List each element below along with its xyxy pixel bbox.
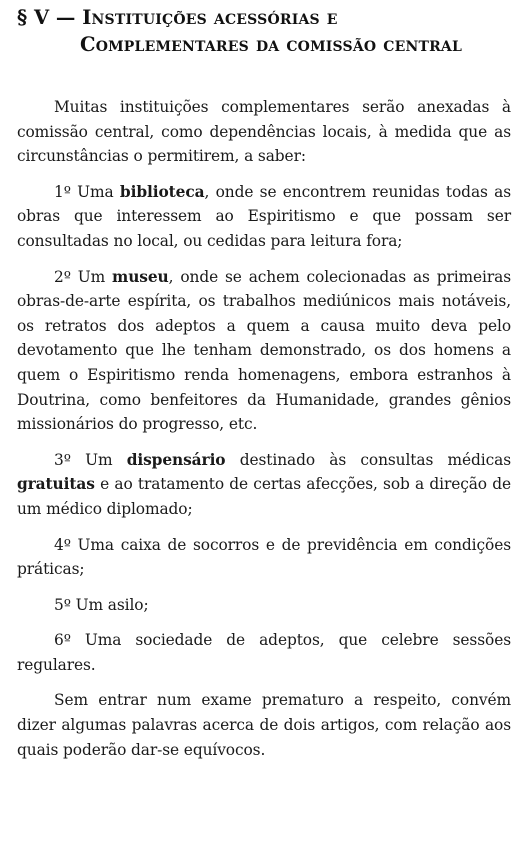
section-heading [17, 0, 511, 58]
paragraph-item-5: 5º Um asilo; [54, 595, 149, 614]
paragraph-item-3 [17, 448, 511, 522]
section-title-line-1: Instituições acessórias e [82, 6, 338, 29]
paragraph-item-4: 4º Uma caixa de socorros e de previdência em condições práticas; [17, 535, 511, 579]
item-3-bold-term-2: gratuitas [17, 475, 95, 494]
item-3-text: e ao tratamento de certas afecções, sob a direção de um médico diplomado; [17, 475, 511, 518]
section-heading-line-1 [17, 4, 511, 31]
item-1-prefix: 1º Uma [54, 182, 120, 201]
section-title-line-2: Complementares da comissão central [80, 33, 463, 56]
paragraph-item-6: 6º Uma sociedade de adeptos, que celebre sessões regulares. [17, 631, 511, 674]
item-2-bold-term: museu [112, 267, 169, 286]
paragraph-intro: Muitas instituições complementares serão anexadas à comissão central, como dependências locais, à medida que as circunstâncias o permitirem, a saber: [17, 98, 511, 166]
item-3-middle-text: destinado às consultas médicas [225, 450, 511, 469]
document-page [17, 0, 511, 773]
item-1-text: , onde se encontrem reunidas todas as obras que interessem ao Espiritismo e que possam ser consultadas no local, ou cedidas para leitura fora; [17, 182, 512, 250]
paragraph-closing: Sem entrar num exame prematuro a respeito, convém dizer algumas palavras acerca de dois artigos, com relação aos quais poderão dar-se equívocos. [17, 691, 511, 759]
item-3-prefix: 3º Um [54, 450, 127, 469]
section-body [17, 95, 511, 762]
item-1-bold-term: biblioteca [119, 182, 205, 201]
section-number: § V — [17, 6, 76, 29]
item-2-prefix: 2º Um [54, 267, 113, 286]
paragraph-item-1 [17, 180, 511, 254]
item-3-bold-term: dispensário [126, 450, 226, 469]
paragraph-item-2 [17, 265, 511, 437]
item-2-text: , onde se achem colecionadas as primeiras obras-de-arte espírita, os trabalhos mediúnicos mais notáveis, os retratos dos adeptos a quem a causa muito deva pelo devotamento que lhe tenham demonstrado, os dos homens a quem o Espiritismo renda homenagens, embora estranhos à Doutrina, como benfeitores da Humanidade, grandes gênios missionários do progresso, etc. [17, 267, 512, 434]
